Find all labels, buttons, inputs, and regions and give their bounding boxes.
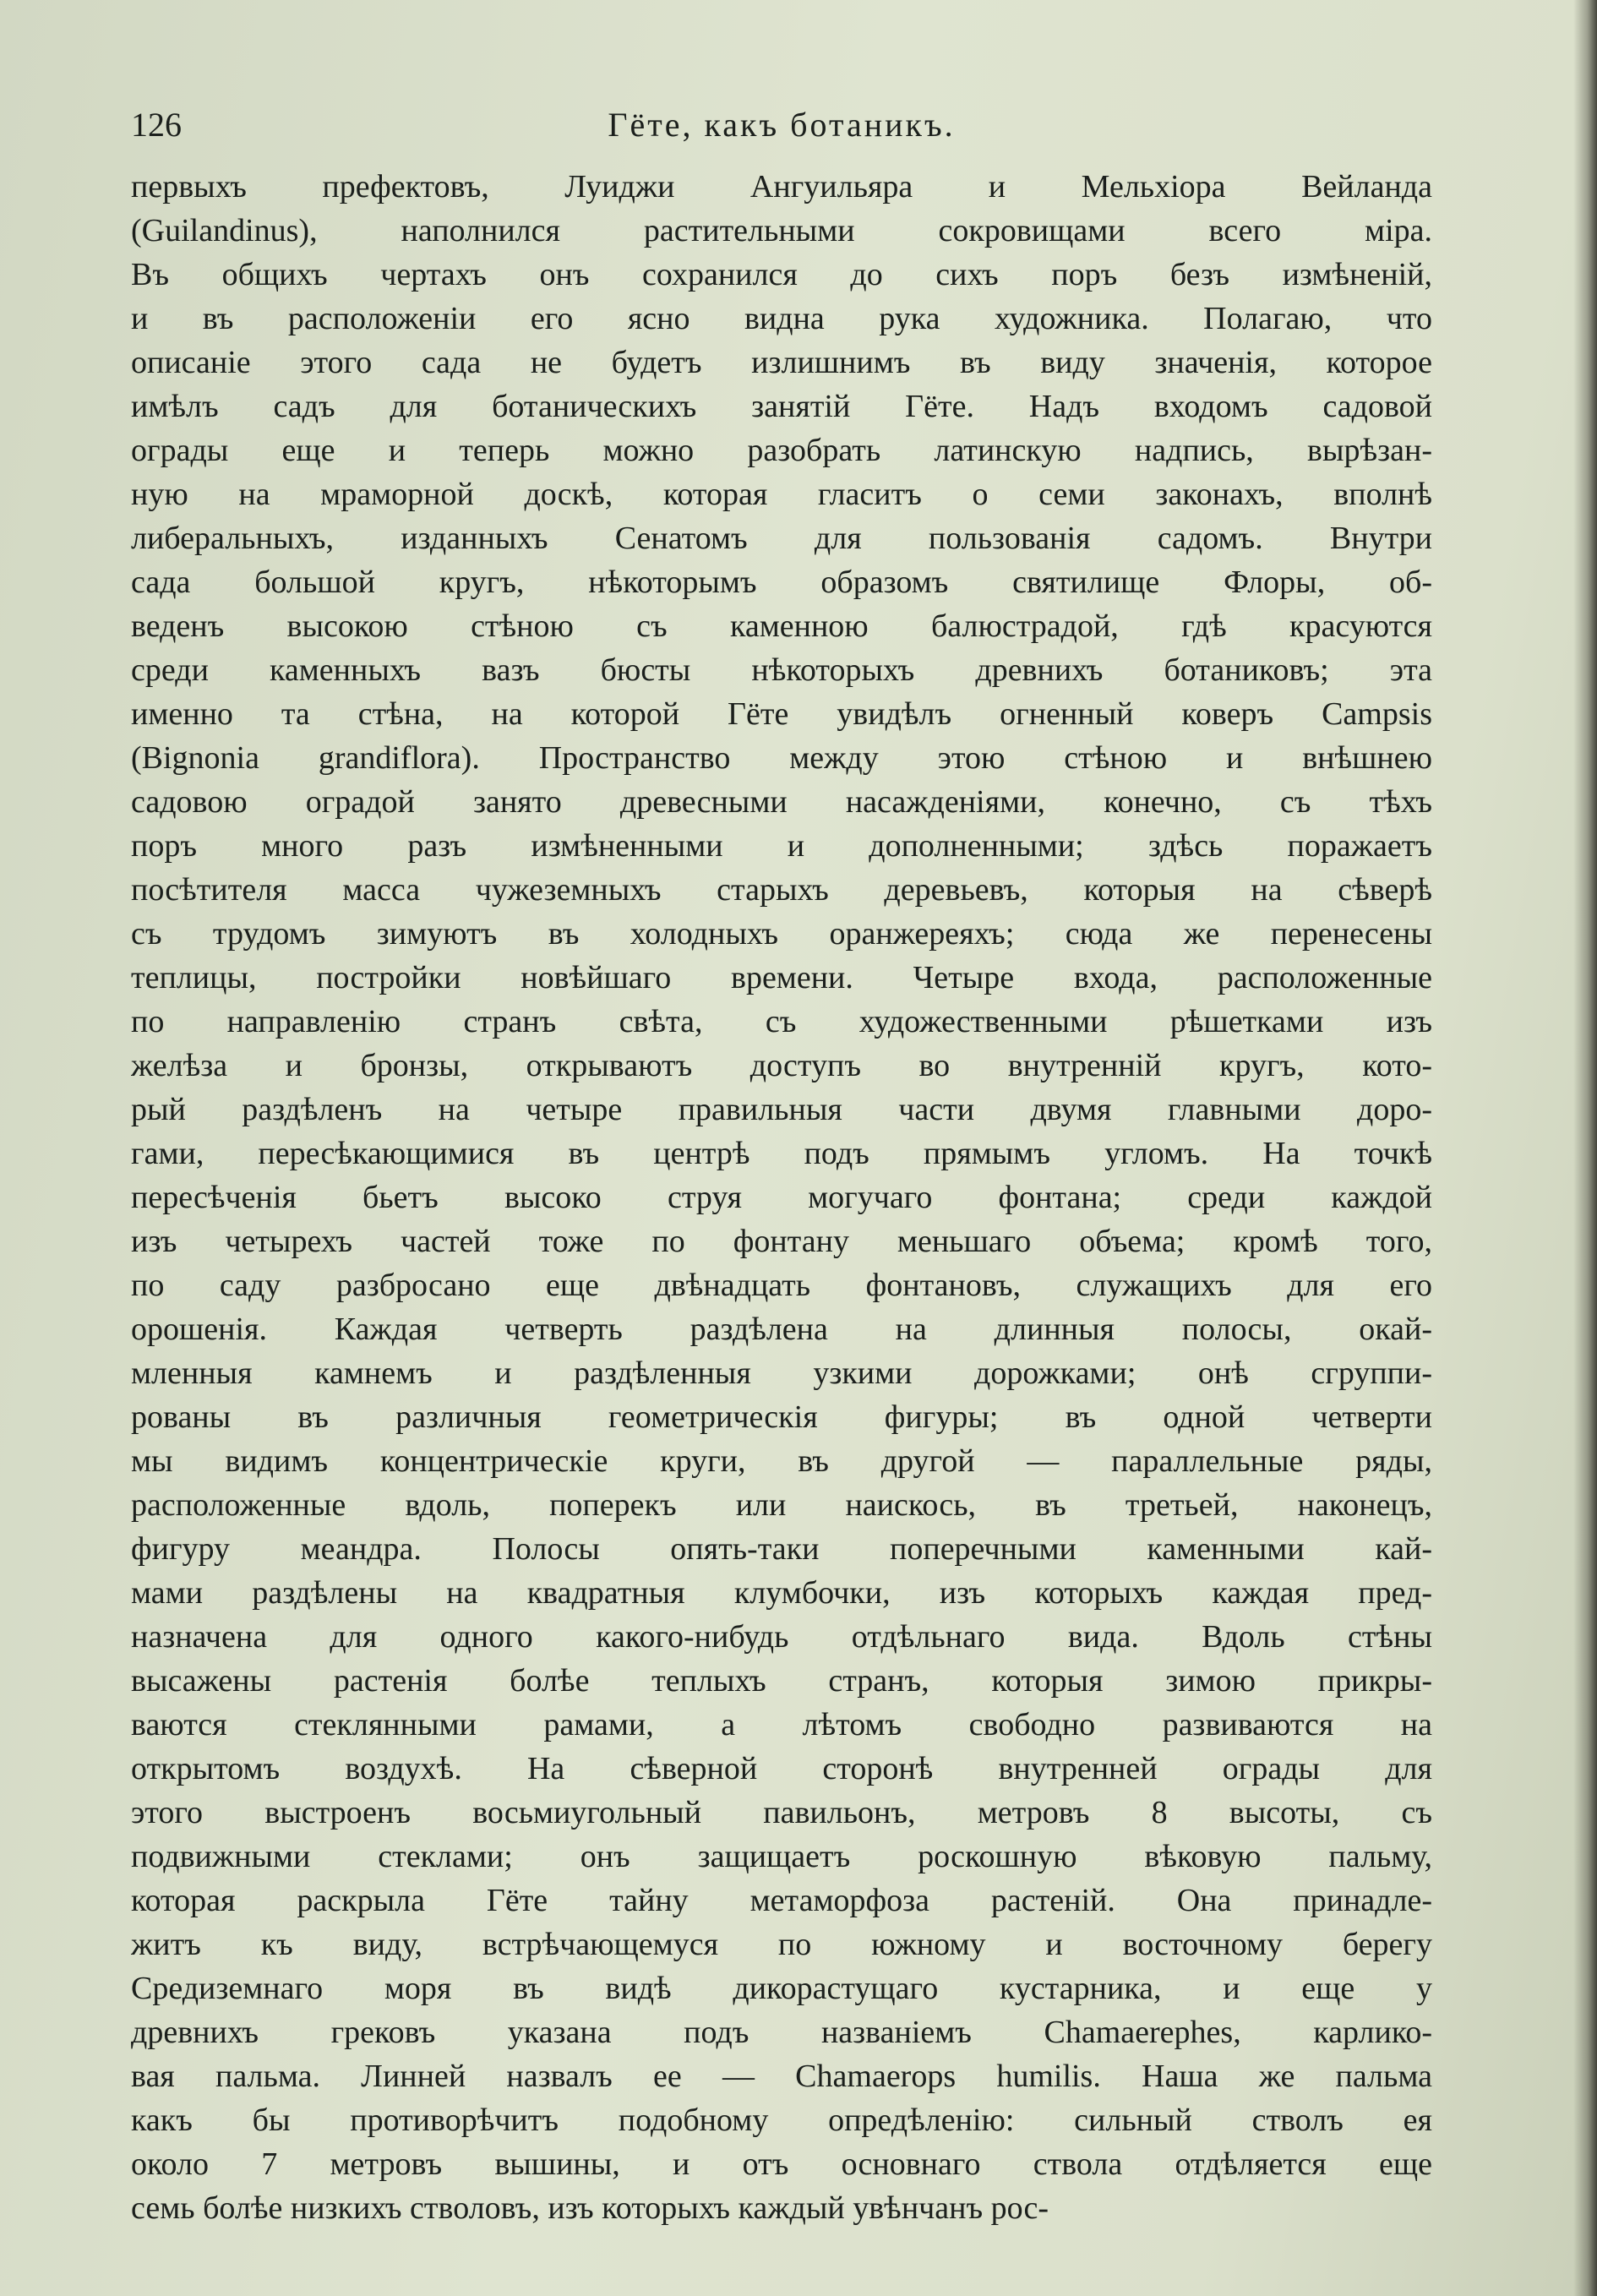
text-line: по саду разбросано еще двѣнадцать фонтановъ, служащихъ для его xyxy=(131,1268,1432,1303)
text-line: желѣза и бронзы, открываютъ доступъ во внутренній кругъ, кото- xyxy=(131,1048,1432,1083)
text-line: которая раскрыла Гёте тайну метаморфоза растеній. Она принадле- xyxy=(131,1883,1432,1918)
text-line: среди каменныхъ вазъ бюсты нѣкоторыхъ древнихъ ботаниковъ; эта xyxy=(131,652,1432,688)
text-line: первыхъ префектовъ, Луиджи Ангуильяра и Мельхіора Вейланда xyxy=(131,169,1432,205)
text-line: древнихъ грековъ указана подъ названіемъ Chamaerephes, карлико- xyxy=(131,2015,1432,2050)
text-line: семь болѣе низкихъ стволовъ, изъ которыхъ каждый увѣнчанъ рос- xyxy=(131,2190,1049,2226)
text-line: открытомъ воздухѣ. На сѣверной сторонѣ внутренней ограды для xyxy=(131,1751,1432,1786)
page-number: 126 xyxy=(131,106,182,144)
text-line: Въ общихъ чертахъ онъ сохранился до сихъ поръ безъ измѣненій, xyxy=(131,257,1432,292)
page-edge-shadow xyxy=(1573,0,1597,2296)
text-line: либеральныхъ, изданныхъ Сенатомъ для пользованія садомъ. Внутри xyxy=(131,521,1432,556)
text-line: мы видимъ концентрическіе круги, въ другой — параллельные ряды, xyxy=(131,1443,1432,1479)
text-line: рый раздѣленъ на четыре правильныя части двумя главными доро- xyxy=(131,1092,1432,1127)
text-line: именно та стѣна, на которой Гёте увидѣлъ огненный коверъ Campsis xyxy=(131,696,1432,732)
text-line: назначена для одного какого-нибудь отдѣльнаго вида. Вдоль стѣны xyxy=(131,1619,1432,1655)
running-title: Гёте, какъ ботаникъ. xyxy=(608,106,956,144)
text-line: теплицы, постройки новѣйшаго времени. Четыре входа, расположенные xyxy=(131,960,1432,995)
text-line: изъ четырехъ частей тоже по фонтану меньшаго объема; кромѣ того, xyxy=(131,1224,1432,1259)
text-line: житъ къ виду, встрѣчающемуся по южному и восточному берегу xyxy=(131,1927,1432,1962)
text-line: поръ много разъ измѣненными и дополненными; здѣсь поражаетъ xyxy=(131,828,1432,864)
text-line: орошенія. Каждая четверть раздѣлена на длинныя полосы, окай- xyxy=(131,1312,1432,1347)
text-line: описаніе этого сада не будетъ излишнимъ въ виду значенія, которое xyxy=(131,345,1432,380)
text-line: садовою оградой занято древесными насажденіями, конечно, съ тѣхъ xyxy=(131,784,1432,820)
text-line: этого выстроенъ восьмиугольный павильонъ, метровъ 8 высоты, съ xyxy=(131,1795,1432,1830)
text-line: гами, пересѣкающимися въ центрѣ подъ прямымъ угломъ. На точкѣ xyxy=(131,1136,1432,1171)
text-line: Средиземнаго моря въ видѣ дикорастущаго кустарника, и еще у xyxy=(131,1971,1432,2006)
text-line: съ трудомъ зимуютъ въ холодныхъ оранжереяхъ; сюда же перенесены xyxy=(131,916,1432,952)
text-line: фигуру меандра. Полосы опять-таки поперечными каменными кай- xyxy=(131,1531,1432,1567)
text-line: высажены растенія болѣе теплыхъ странъ, которыя зимою прикры- xyxy=(131,1663,1432,1699)
page-header xyxy=(131,100,1432,150)
text-line: и въ расположеніи его ясно видна рука художника. Полагаю, что xyxy=(131,301,1432,336)
text-line: подвижными стеклами; онъ защищаетъ роскошную вѣковую пальму, xyxy=(131,1839,1432,1874)
text-line: вая пальма. Линней назвалъ ее — Chamaerops humilis. Наша же пальма xyxy=(131,2059,1432,2094)
text-line: около 7 метровъ вышины, и отъ основнаго ствола отдѣляется еще xyxy=(131,2146,1432,2182)
text-line: мленныя камнемъ и раздѣленныя узкими дорожками; онѣ сгруппи- xyxy=(131,1355,1432,1391)
text-line: (Guilandinus), наполнился растительными сокровищами всего міра. xyxy=(131,213,1432,248)
text-line: по направленію странъ свѣта, съ художественными рѣшетками изъ xyxy=(131,1004,1432,1039)
text-line: посѣтителя масса чужеземныхъ старыхъ деревьевъ, которыя на сѣверѣ xyxy=(131,872,1432,908)
text-line: какъ бы противорѣчитъ подобному опредѣленію: сильный стволъ ея xyxy=(131,2102,1432,2138)
text-line: рованы въ различныя геометрическія фигуры; въ одной четверти xyxy=(131,1399,1432,1435)
text-line: пересѣченія бьетъ высоко струя могучаго фонтана; среди каждой xyxy=(131,1180,1432,1215)
text-line: ваются стеклянными рамами, а лѣтомъ свободно развиваются на xyxy=(131,1707,1432,1742)
text-line: ограды еще и теперь можно разобрать латинскую надпись, вырѣзан- xyxy=(131,433,1432,468)
text-line: (Bignonia grandiflora). Пространство между этою стѣною и внѣшнею xyxy=(131,740,1432,776)
body-text xyxy=(131,165,1432,2230)
text-line: мами раздѣлены на квадратныя клумбочки, изъ которыхъ каждая пред- xyxy=(131,1575,1432,1611)
text-line: расположенные вдоль, поперекъ или наискось, въ третьей, наконецъ, xyxy=(131,1487,1432,1523)
text-line: сада большой кругъ, нѣкоторымъ образомъ святилище Флоры, об- xyxy=(131,564,1432,600)
text-line: ную на мраморной доскѣ, которая гласитъ о семи законахъ, вполнѣ xyxy=(131,477,1432,512)
text-line: веденъ высокою стѣною съ каменною балюстрадой, гдѣ красуются xyxy=(131,608,1432,644)
text-line: имѣлъ садъ для ботаническихъ занятій Гёте. Надъ входомъ садовой xyxy=(131,389,1432,424)
